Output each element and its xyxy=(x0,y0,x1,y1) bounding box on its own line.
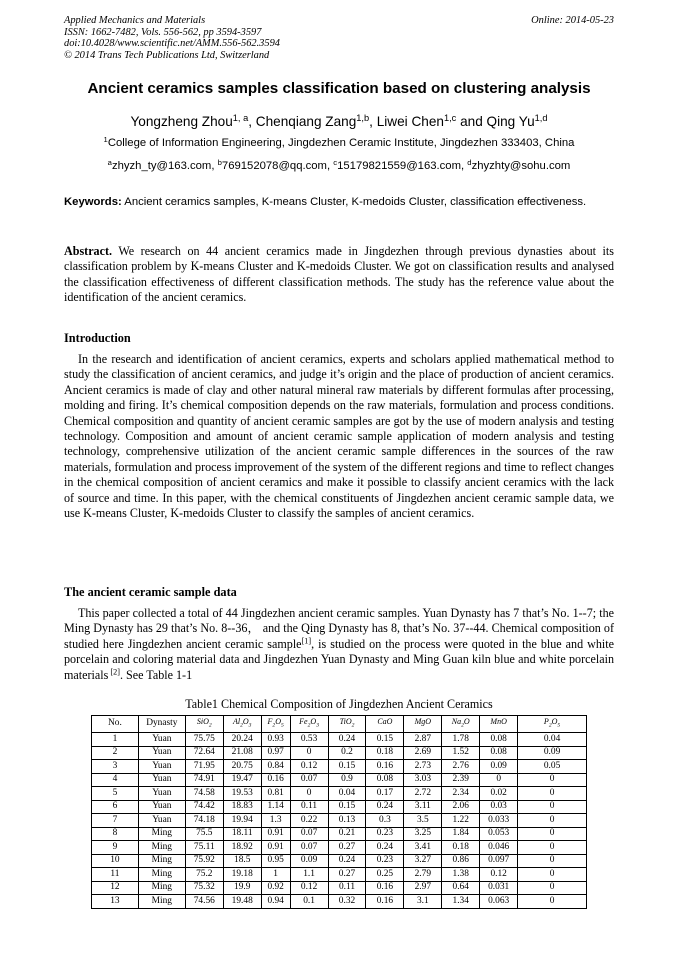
cell-value: 0 xyxy=(518,881,587,895)
cell-value: 0.16 xyxy=(366,881,404,895)
cell-no: 1 xyxy=(92,733,139,747)
cell-value: 0.12 xyxy=(290,760,328,774)
author-sup: 1,b xyxy=(356,112,370,123)
email-address[interactable]: 15179821559@163.com xyxy=(337,160,462,172)
cell-value: 0.24 xyxy=(328,854,366,868)
keywords-label: Keywords: xyxy=(64,196,122,208)
cell-value: 2.97 xyxy=(404,881,442,895)
cell-value: 74.18 xyxy=(185,814,223,828)
cell-dynasty: Yuan xyxy=(138,800,185,814)
cell-value: 0.92 xyxy=(261,881,290,895)
cell-value: 2.69 xyxy=(404,746,442,760)
column-header-oxide: MgO xyxy=(404,716,442,733)
cell-value: 0.53 xyxy=(290,733,328,747)
abstract xyxy=(64,244,614,306)
author-4 xyxy=(487,114,548,129)
cell-value: 0.08 xyxy=(366,773,404,787)
cell-value: 0.053 xyxy=(480,827,518,841)
cell-value: 0.08 xyxy=(480,733,518,747)
cell-value: 3.25 xyxy=(404,827,442,841)
author-sup: 1, a xyxy=(232,112,249,123)
table-header xyxy=(92,716,587,733)
table-row xyxy=(92,746,587,760)
cell-value: 3.1 xyxy=(404,895,442,909)
cell-value: 0.07 xyxy=(290,841,328,855)
author-list xyxy=(0,114,678,129)
column-header-no: No. xyxy=(92,716,139,733)
column-header-oxide: MnO xyxy=(480,716,518,733)
cell-value: 0 xyxy=(518,787,587,801)
cell-value: 0 xyxy=(518,854,587,868)
table-row xyxy=(92,827,587,841)
abstract-text: We research on 44 ancient ceramics made in Jingdezhen through previous dynasties about its classification problem by K-means Cluster and K-medoids Cluster. We got on classification results and analysed the classification effectiveness of different classification methods. The study has the reference value about the identification of the ancient ceramics. xyxy=(64,244,614,305)
cell-dynasty: Yuan xyxy=(138,746,185,760)
table-row xyxy=(92,814,587,828)
cell-value: 0.09 xyxy=(480,760,518,774)
table-row xyxy=(92,773,587,787)
cell-value: 0 xyxy=(518,773,587,787)
cell-value: 75.92 xyxy=(185,854,223,868)
author-name: Chenqiang Zang xyxy=(255,114,357,129)
cell-value: 0.16 xyxy=(261,773,290,787)
cell-value: 0.9 xyxy=(328,773,366,787)
copyright-line: © 2014 Trans Tech Publications Ltd, Switzerland xyxy=(64,49,270,61)
column-header-oxide: $Na_2O$ xyxy=(442,716,480,733)
cell-dynasty: Yuan xyxy=(138,773,185,787)
cell-no: 10 xyxy=(92,854,139,868)
cell-value: 1.52 xyxy=(442,746,480,760)
cell-dynasty: Yuan xyxy=(138,733,185,747)
column-header-oxide: $Fe_2O_3$ xyxy=(290,716,328,733)
column-header-dynasty: Dynasty xyxy=(138,716,185,733)
cell-value: 2.76 xyxy=(442,760,480,774)
cell-value: 0.031 xyxy=(480,881,518,895)
cell-value: 0.11 xyxy=(290,800,328,814)
journal-header xyxy=(64,15,280,61)
cell-no: 4 xyxy=(92,773,139,787)
sample-data-paragraph: This paper collected a total of 44 Jingdezhen ancient ceramic samples. Yuan Dynasty has 7 that’s No. 1--7; the Ming Dynasty has 29 that’s No. 8--36， and the Qing Dynasty has 8, that’s No. 37--44. Chemical composition of studied here Jingdezhen ancient ceramic sample[1], is studied on the process were quoted in the blue and white porcelain and coloring material data and Jingdezhen Yuan Dynasty and Ming Guan kiln blue and white porcelain materials [2]. See Table 1-1 xyxy=(64,606,614,682)
cell-value: 75.32 xyxy=(185,881,223,895)
cell-value: 2.34 xyxy=(442,787,480,801)
cell-value: 0.2 xyxy=(328,746,366,760)
cell-value: 1.14 xyxy=(261,800,290,814)
cell-value: 0.3 xyxy=(366,814,404,828)
cell-value: 0.11 xyxy=(328,881,366,895)
cell-dynasty: Ming xyxy=(138,868,185,882)
doi-line: doi:10.4028/www.scientific.net/AMM.556-562.3594 xyxy=(64,38,280,49)
cell-value: 20.75 xyxy=(223,760,261,774)
section-heading-introduction: Introduction xyxy=(64,331,131,345)
cell-value: 3.27 xyxy=(404,854,442,868)
cell-no: 3 xyxy=(92,760,139,774)
table-row xyxy=(92,787,587,801)
cell-value: 0.033 xyxy=(480,814,518,828)
author-2: Chenqiang Zang$^{1,b}$, xyxy=(255,112,377,129)
cell-value: 0.04 xyxy=(518,733,587,747)
cell-value: 75.75 xyxy=(185,733,223,747)
cell-value: 1.1 xyxy=(290,868,328,882)
table-row xyxy=(92,868,587,882)
author-name: Qing Yu xyxy=(486,114,535,129)
cell-value: 3.41 xyxy=(404,841,442,855)
table-row xyxy=(92,854,587,868)
cell-value: 19.47 xyxy=(223,773,261,787)
cell-dynasty: Ming xyxy=(138,895,185,909)
author-sup: 1,d xyxy=(534,112,548,123)
author-name: Yongzheng Zhou xyxy=(130,114,233,129)
cell-value: 0.15 xyxy=(328,800,366,814)
column-header-oxide: SiO$_2$ xyxy=(185,716,223,733)
cell-no: 9 xyxy=(92,841,139,855)
cell-value: 0 xyxy=(518,827,587,841)
cell-value: 1.3 xyxy=(261,814,290,828)
cell-value: 0.03 xyxy=(480,800,518,814)
column-header-oxide: CaO xyxy=(366,716,404,733)
cell-value: 0.25 xyxy=(366,868,404,882)
table-row xyxy=(92,841,587,855)
section-heading-sample-data: The ancient ceramic sample data xyxy=(64,585,237,599)
cell-value: 74.58 xyxy=(185,787,223,801)
cell-value: 18.83 xyxy=(223,800,261,814)
cell-value: 0.1 xyxy=(290,895,328,909)
cell-value: 0.07 xyxy=(290,827,328,841)
author-name: Liwei Chen xyxy=(376,114,444,129)
cell-value: 19.48 xyxy=(223,895,261,909)
cell-value: 0.27 xyxy=(328,841,366,855)
cell-value: 0.86 xyxy=(442,854,480,868)
cell-dynasty: Ming xyxy=(138,854,185,868)
author-1: Yongzheng Zhou$^{1, a}$, xyxy=(130,112,256,129)
email-address[interactable]: zhyzh_ty@163.com xyxy=(111,160,212,172)
cell-value: 0.23 xyxy=(366,854,404,868)
cell-value: 3.11 xyxy=(404,800,442,814)
abstract-label: Abstract. xyxy=(64,244,113,258)
cell-value: 0.09 xyxy=(290,854,328,868)
affiliation: $^1$College of Information Engineering, Jingdezhen Ceramic Institute, Jingdezhen 333403, China xyxy=(103,134,575,149)
cell-value: 0.02 xyxy=(480,787,518,801)
cell-value: 0.18 xyxy=(366,746,404,760)
cell-value: 2.72 xyxy=(404,787,442,801)
table-row xyxy=(92,881,587,895)
cell-dynasty: Yuan xyxy=(138,787,185,801)
cell-dynasty: Ming xyxy=(138,881,185,895)
cell-value: 0.16 xyxy=(366,760,404,774)
cell-value: 20.24 xyxy=(223,733,261,747)
cell-dynasty: Ming xyxy=(138,841,185,855)
cell-value: 0.15 xyxy=(366,733,404,747)
cell-value: 0 xyxy=(290,746,328,760)
cell-value: 1 xyxy=(261,868,290,882)
cell-value: 0.05 xyxy=(518,760,587,774)
cell-no: 11 xyxy=(92,868,139,882)
cell-value: 2.73 xyxy=(404,760,442,774)
cell-value: 19.9 xyxy=(223,881,261,895)
cell-value: 0.22 xyxy=(290,814,328,828)
cell-value: 0.17 xyxy=(366,787,404,801)
cell-value: 19.94 xyxy=(223,814,261,828)
cell-value: 19.53 xyxy=(223,787,261,801)
cell-value: 0.81 xyxy=(261,787,290,801)
cell-no: 7 xyxy=(92,814,139,828)
cell-value: 0.16 xyxy=(366,895,404,909)
cell-value: 0 xyxy=(290,787,328,801)
cell-value: 0.24 xyxy=(366,800,404,814)
column-header-oxide: $F_2O_5$ xyxy=(261,716,290,733)
cell-value: 0.097 xyxy=(480,854,518,868)
cell-value: 0.93 xyxy=(261,733,290,747)
cell-value: 72.64 xyxy=(185,746,223,760)
cell-value: 71.95 xyxy=(185,760,223,774)
cell-value: 1.34 xyxy=(442,895,480,909)
cell-value: 0.95 xyxy=(261,854,290,868)
table-row xyxy=(92,800,587,814)
cell-value: 0.04 xyxy=(328,787,366,801)
cell-value: 2.79 xyxy=(404,868,442,882)
cell-value: 0.09 xyxy=(518,746,587,760)
cell-value: 3.5 xyxy=(404,814,442,828)
cell-dynasty: Yuan xyxy=(138,760,185,774)
paper-title: Ancient ceramics samples classification based on clustering analysis xyxy=(87,80,591,97)
cell-value: 18.92 xyxy=(223,841,261,855)
introduction-paragraph: In the research and identification of ancient ceramics, experts and scholars applied mathematical method to study the classification of ancient ceramics, and judge it’s origin and the place of production of ancient ceramics. Ancient ceramics is made of clay and other natural mineral raw materials by different formulas after processing, molding and firing. It’s chemical composition depends on the raw materials, formulation and process conditions. Chemical composition and quantity of ancient ceramic samples are got by the use of modern analysis and testing technology. Composition and amount of ancient ceramic sample application of modern analysis and testing technology, comprehensive utilization of the ancient ceramic sample differences in the sources of the raw materials, formulation and process improvement of the system of the different regions and time to reflect changes in the chemical composition of ancient ceramics and make it possible to classify ancient ceramics with the lack of source and time. In this paper, with the chemical constituents of Jingdezhen ancient ceramic sample data, we use K-means Cluster, K-medoids Cluster to classify the samples of ancient ceramics. xyxy=(64,352,614,521)
cell-value: 0.84 xyxy=(261,760,290,774)
citation-ref[interactable]: [2] xyxy=(108,667,120,677)
keywords-text: Ancient ceramics samples, K-means Cluster, K-medoids Cluster, classification effectiveness. xyxy=(124,196,587,208)
email-list: $^a$zhyzh_ty@163.com, $^b$769152078@qq.com, $^c$15179821559@163.com, $^d$zhyzhty@sohu.com xyxy=(107,157,571,172)
journal-name: Applied Mechanics and Materials xyxy=(64,15,206,26)
cell-value: 0.12 xyxy=(290,881,328,895)
author-3: Liwei Chen$^{1,c}$ and xyxy=(376,112,487,129)
cell-value: 0.13 xyxy=(328,814,366,828)
cell-value: 75.2 xyxy=(185,868,223,882)
cell-value: 2.87 xyxy=(404,733,442,747)
cell-value: 2.06 xyxy=(442,800,480,814)
cell-no: 8 xyxy=(92,827,139,841)
cell-value: 0 xyxy=(480,773,518,787)
cell-value: 0.24 xyxy=(328,733,366,747)
keywords xyxy=(64,195,614,211)
column-header-oxide: $P_2O_5$ xyxy=(518,716,587,733)
cell-value: 74.42 xyxy=(185,800,223,814)
cell-value: 0.97 xyxy=(261,746,290,760)
cell-value: 74.56 xyxy=(185,895,223,909)
cell-value: 0.64 xyxy=(442,881,480,895)
cell-value: 0 xyxy=(518,814,587,828)
cell-value: 0.27 xyxy=(328,868,366,882)
cell-value: 1.78 xyxy=(442,733,480,747)
cell-value: 0.91 xyxy=(261,827,290,841)
table-row xyxy=(92,733,587,747)
cell-no: 13 xyxy=(92,895,139,909)
cell-value: 1.38 xyxy=(442,868,480,882)
cell-value: 0.32 xyxy=(328,895,366,909)
cell-value: 0.91 xyxy=(261,841,290,855)
cell-value: 1.22 xyxy=(442,814,480,828)
citation-ref[interactable]: [1] xyxy=(301,636,312,646)
table-row xyxy=(92,760,587,774)
cell-value: 75.11 xyxy=(185,841,223,855)
cell-value: 0.24 xyxy=(366,841,404,855)
cell-value: 18.11 xyxy=(223,827,261,841)
cell-value: 3.03 xyxy=(404,773,442,787)
cell-value: 0.08 xyxy=(480,746,518,760)
cell-no: 2 xyxy=(92,746,139,760)
cell-value: 0 xyxy=(518,800,587,814)
author-sup: 1,c xyxy=(443,112,457,123)
table-row xyxy=(92,895,587,909)
cell-value: 0 xyxy=(518,841,587,855)
cell-no: 5 xyxy=(92,787,139,801)
table-body xyxy=(92,733,587,909)
cell-value: 0.046 xyxy=(480,841,518,855)
column-header-oxide: $Al_2O_3$ xyxy=(223,716,261,733)
email-address[interactable]: 769152078@qq.com xyxy=(221,160,327,172)
cell-dynasty: Yuan xyxy=(138,814,185,828)
cell-value: 0.07 xyxy=(290,773,328,787)
cell-value: 0.18 xyxy=(442,841,480,855)
online-date: Online: 2014-05-23 xyxy=(531,15,614,26)
cell-value: 2.39 xyxy=(442,773,480,787)
chemical-composition-table xyxy=(91,715,587,909)
cell-value: 74.91 xyxy=(185,773,223,787)
issn-line: ISSN: 1662-7482, Vols. 556-562, pp 3594-3597 xyxy=(64,26,262,38)
cell-value: 0.94 xyxy=(261,895,290,909)
email-address[interactable]: zhyzhty@sohu.com xyxy=(471,160,571,172)
cell-no: 12 xyxy=(92,881,139,895)
cell-value: 0.23 xyxy=(366,827,404,841)
column-header-oxide: TiO$_2$ xyxy=(328,716,366,733)
cell-no: 6 xyxy=(92,800,139,814)
cell-value: 75.5 xyxy=(185,827,223,841)
table-caption: Table1 Chemical Composition of Jingdezhen Ancient Ceramics xyxy=(185,697,493,711)
cell-value: 0.21 xyxy=(328,827,366,841)
cell-dynasty: Ming xyxy=(138,827,185,841)
cell-value: 0 xyxy=(518,868,587,882)
cell-value: 0.063 xyxy=(480,895,518,909)
cell-value: 18.5 xyxy=(223,854,261,868)
cell-value: 0 xyxy=(518,895,587,909)
cell-value: 21.08 xyxy=(223,746,261,760)
cell-value: 19.18 xyxy=(223,868,261,882)
cell-value: 1.84 xyxy=(442,827,480,841)
cell-value: 0.12 xyxy=(480,868,518,882)
cell-value: 0.15 xyxy=(328,760,366,774)
